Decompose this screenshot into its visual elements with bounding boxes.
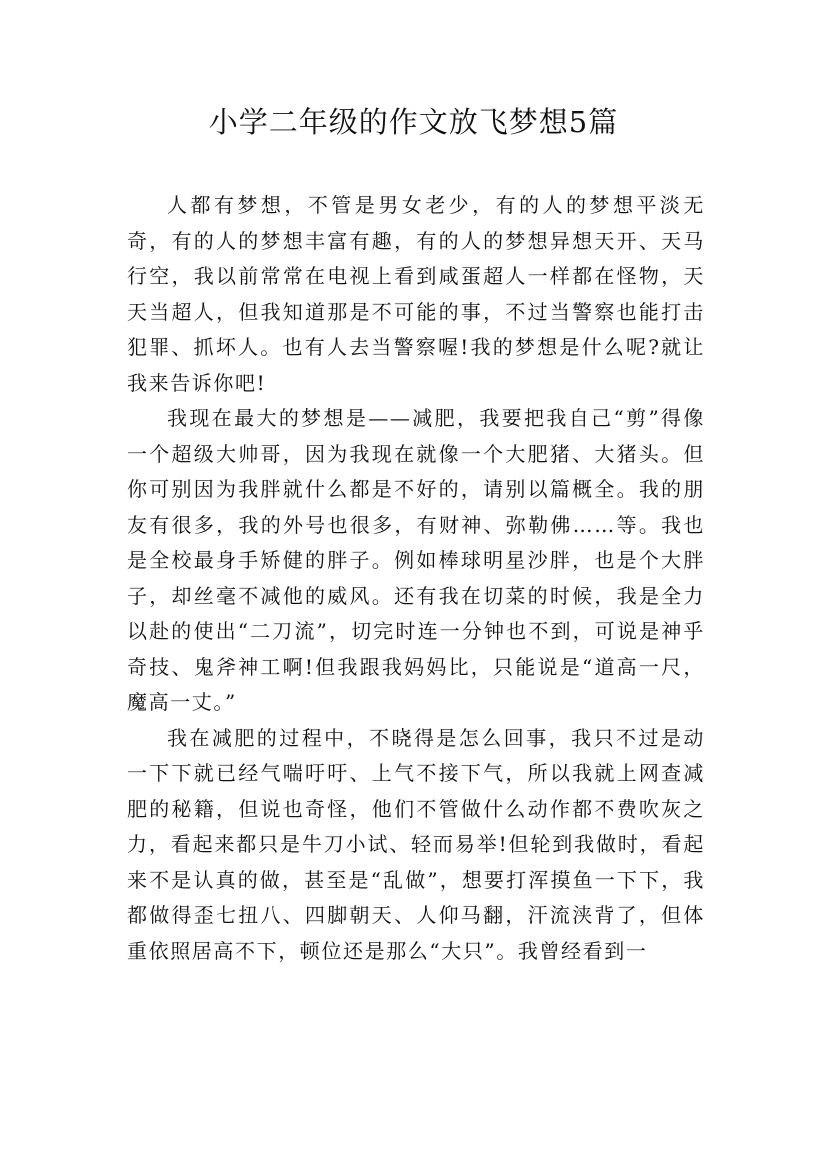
document-title: 小学二年级的作文放飞梦想5篇 <box>208 105 619 139</box>
paragraph-3: 我在减肥的过程中，不晓得是怎么回事，我只不过是动一下下就已经气喘吁吁、上气不接下气，所以我就上网查减肥的秘籍，但说也奇怪，他们不管做什么动作都不费吹灰之力，看起来都只是牛刀小试、轻而易举!但轮到我做时，看起来不是认真的做，甚至是“乱做”，想要打浑摸鱼一下下，我都做得歪七扭八、四脚朝天、人仰马翻，汗流浃背了，但体重依照居高不下，顿位还是那么“大只”。我曾经看到一 <box>127 725 705 963</box>
paragraph-1: 人都有梦想，不管是男女老少，有的人的梦想平淡无奇，有的人的梦想丰富有趣，有的人的梦想异想天开、天马行空，我以前常常在电视上看到咸蛋超人一样都在怪物，天天当超人，但我知道那是不可能的事，不过当警察也能打击犯罪、抓坏人。也有人去当警察喔!我的梦想是什么呢?就让我来告诉你吧! <box>127 193 705 395</box>
paragraph-2: 我现在最大的梦想是——减肥，我要把我自己“剪”得像一个超级大帅哥，因为我现在就像一个大肥猪、大猪头。但你可别因为我胖就什么都是不好的，请别以篇概全。我的朋友有很多，我的外号也很多，有财神、弥勒佛……等。我也是全校最身手矫健的胖子。例如棒球明星沙胖，也是个大胖子，却丝毫不减他的威风。还有我在切菜的时候，我是全力以赴的使出“二刀流”，切完时连一分钟也不到，可说是神乎奇技、鬼斧神工啊!但我跟我妈妈比，只能说是“道高一尺，魔高一丈。” <box>127 406 705 714</box>
document-body <box>127 188 705 969</box>
